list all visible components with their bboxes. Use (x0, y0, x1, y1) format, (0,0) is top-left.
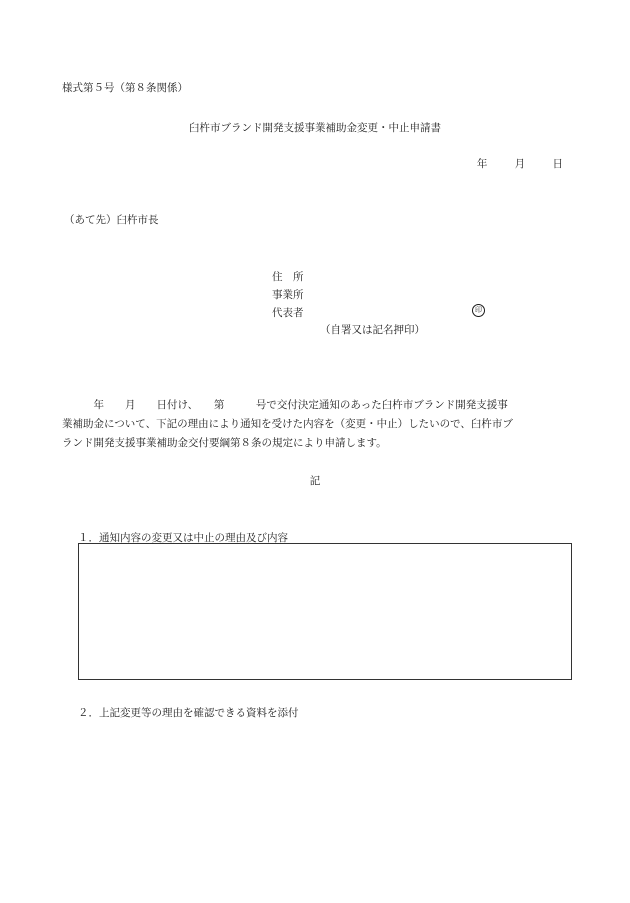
applicant-block (272, 268, 304, 322)
date-line (477, 156, 563, 171)
date-year-label: 年 (476, 158, 488, 170)
ki-heading: 記 (309, 475, 321, 487)
body-line: 年 月 日付け、 第 号で交付決定通知のあった臼杵市ブランド開発支援事 (62, 399, 508, 411)
representative-label: 代表者 (272, 307, 304, 319)
date-day-label: 日 (552, 158, 563, 170)
signature-note: （自署又は記名押印） (320, 324, 425, 336)
section1-heading: １．通知内容の変更又は中止の理由及び内容 (78, 532, 288, 544)
body-line: 業補助金について、下記の理由により通知を受けた内容を（変更・中止）したいので、臼杵市ブ (62, 418, 513, 430)
office-label: 事業所 (272, 289, 304, 301)
addressee: （あて先）臼杵市長 (64, 214, 159, 226)
document-title: 臼杵市ブランド開発支援事業補助金変更・中止申請書 (189, 122, 441, 134)
form-number: 様式第５号（第８条関係） (62, 82, 188, 94)
date-month-label: 月 (514, 158, 526, 170)
seal-mark-icon: 印 (472, 304, 485, 317)
address-label: 住 所 (272, 271, 304, 283)
body-paragraph (62, 396, 572, 453)
section2-heading: ２．上記変更等の理由を確認できる資料を添付 (78, 707, 299, 719)
body-line: ランド開発支援事業補助金交付要綱第８条の規定により申請します。 (62, 437, 387, 449)
reason-content-box[interactable] (78, 543, 572, 680)
